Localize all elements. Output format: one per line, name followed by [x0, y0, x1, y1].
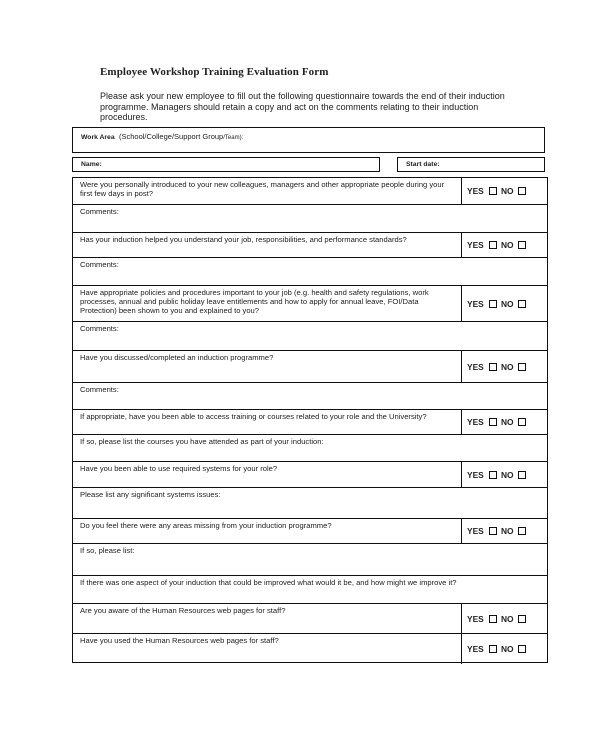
yes-label: YES: [467, 613, 484, 624]
no-checkbox[interactable]: [518, 300, 526, 308]
name-field[interactable]: [72, 157, 380, 172]
comment-label: If so, please list the courses you have attended as part of your induction:: [80, 437, 324, 446]
comment-row[interactable]: [73, 321, 547, 350]
comment-row[interactable]: [73, 204, 547, 232]
evaluation-table: [72, 177, 548, 663]
question-text: Are you aware of the Human Resources web pages for staff?: [80, 606, 286, 615]
no-label: NO: [501, 613, 514, 624]
work-area-hint-suffix: /Team):: [223, 135, 244, 141]
form-title: Employee Workshop Training Evaluation Form: [100, 66, 329, 78]
question-row: [73, 285, 547, 321]
start-date-field[interactable]: [397, 157, 545, 172]
no-label: NO: [501, 240, 514, 250]
question-row: [73, 461, 547, 487]
question-row: [73, 409, 547, 434]
yes-label: YES: [467, 417, 484, 427]
no-label: NO: [501, 526, 514, 536]
work-area-hint: [119, 132, 243, 141]
yes-checkbox[interactable]: [489, 300, 497, 308]
no-label: NO: [501, 417, 514, 427]
yes-label: YES: [467, 644, 484, 654]
comment-row[interactable]: [73, 487, 547, 518]
no-checkbox[interactable]: [518, 187, 526, 195]
question-text: Do you feel there were any areas missing from your induction programme?: [80, 521, 332, 530]
yes-no-cell: [461, 351, 548, 382]
question-text: Have you been able to use required systems for your role?: [80, 464, 278, 473]
yes-checkbox[interactable]: [489, 363, 497, 371]
yes-checkbox[interactable]: [489, 645, 497, 653]
yes-no-cell: [461, 519, 548, 543]
question-text: Have you discussed/completed an induction programme?: [80, 353, 274, 362]
yes-no-cell: [461, 233, 548, 257]
yes-checkbox[interactable]: [489, 418, 497, 426]
yes-checkbox[interactable]: [489, 615, 497, 623]
yes-no-cell: [461, 286, 548, 321]
comment-label: Comments:: [80, 385, 119, 394]
no-label: NO: [501, 186, 514, 196]
no-checkbox[interactable]: [518, 645, 526, 653]
question-row: [73, 603, 547, 633]
yes-no-cell: [461, 604, 548, 633]
question-text: Were you personally introduced to your new colleagues, managers and other appropriate people during your first few days in post?: [80, 180, 445, 198]
comment-row[interactable]: [73, 543, 547, 575]
yes-label: YES: [467, 240, 484, 250]
form-intro: Please ask your new employee to fill out the following questionnaire towards the end of their induction programme. Managers should retain a copy and act on the comments relating to their induction procedures.: [100, 91, 505, 122]
question-row: [73, 232, 547, 257]
yes-checkbox[interactable]: [489, 187, 497, 195]
comment-label: Comments:: [80, 324, 119, 333]
no-checkbox[interactable]: [518, 241, 526, 249]
no-checkbox[interactable]: [518, 471, 526, 479]
comment-label: Please list any significant systems issues:: [80, 490, 221, 499]
no-checkbox[interactable]: [518, 418, 526, 426]
yes-checkbox[interactable]: [489, 241, 497, 249]
comment-label: Comments:: [80, 260, 119, 269]
comment-row[interactable]: [73, 434, 547, 461]
yes-label: YES: [467, 526, 484, 536]
comment-label: If so, please list:: [80, 546, 135, 555]
work-area-field[interactable]: [72, 127, 545, 153]
comment-label: If there was one aspect of your induction that could be improved what would it be, and how might we improve it?: [80, 578, 457, 587]
work-area-hint-main: (School/College/Support Group: [119, 132, 224, 141]
start-date-label: Start date:: [406, 161, 440, 168]
question-text: Has your induction helped you understand your job, responsibilities, and performance standards?: [80, 235, 407, 244]
question-row: [73, 178, 547, 204]
question-row: [73, 633, 547, 664]
yes-no-cell: [461, 178, 548, 204]
yes-no-cell: [461, 634, 548, 664]
yes-label: YES: [467, 298, 484, 309]
no-label: NO: [501, 361, 514, 372]
yes-no-cell: [461, 410, 548, 434]
no-label: NO: [501, 298, 514, 309]
yes-label: YES: [467, 469, 484, 480]
question-row: [73, 518, 547, 543]
no-checkbox[interactable]: [518, 363, 526, 371]
comment-row[interactable]: [73, 257, 547, 285]
comment-row[interactable]: [73, 575, 547, 603]
no-checkbox[interactable]: [518, 527, 526, 535]
comment-row[interactable]: [73, 382, 547, 409]
yes-checkbox[interactable]: [489, 527, 497, 535]
yes-checkbox[interactable]: [489, 471, 497, 479]
question-text: If appropriate, have you been able to access training or courses related to your role and the University?: [80, 412, 427, 421]
no-label: NO: [501, 469, 514, 480]
yes-no-cell: [461, 462, 548, 487]
yes-label: YES: [467, 361, 484, 372]
question-text: Have appropriate policies and procedures important to your job (e.g. health and safety regulations, work processes, annual and public holiday leave entitlements and how to apply for annual leave, FOI/Data Protection) been shown to you and explained to you?: [80, 288, 429, 315]
name-label: Name:: [81, 161, 102, 168]
work-area-label: Work Area: [81, 134, 115, 141]
no-checkbox[interactable]: [518, 615, 526, 623]
yes-label: YES: [467, 186, 484, 196]
no-label: NO: [501, 644, 514, 654]
question-text: Have you used the Human Resources web pages for staff?: [80, 636, 279, 645]
comment-label: Comments:: [80, 207, 119, 216]
question-row: [73, 350, 547, 382]
